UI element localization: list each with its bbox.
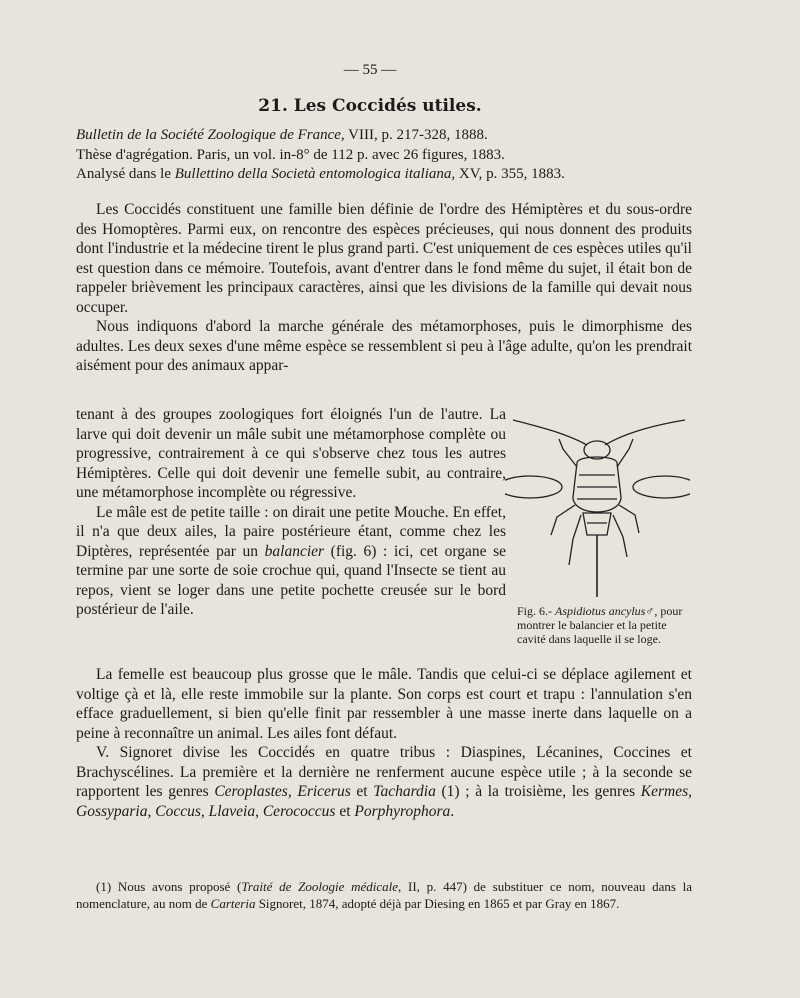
reference-detail: XV, p. 355, 1883. <box>455 166 565 182</box>
footnote: (1) Nous avons proposé (Traité de Zoologie médicale, II, p. 447) de substituer ce nom, nouveau dans la nomenclature, au nom de Carteria Signoret, 1874, adopté déjà par Diesing en 1865 et par Gray en 1867. <box>76 879 693 911</box>
paragraph: Le mâle est de petite taille : on dirait une petite Mouche. En effet, il n'a que deux ailes, la paire postérieure étant, comme chez les Diptères, représentée par un balancier (fig. 6) : ici, cet organe se termine par une sorte de soie crochue qui, quand l'Insecte se tient au repos, vient se loger dans une petite pochette creusée sur le bord postérieur de l'aile. <box>76 503 506 618</box>
body-paragraphs-wrapped <box>76 405 506 620</box>
paragraph: Nous indiquons d'abord la marche générale des métamorphoses, puis le dimorphisme des adultes. Les deux sexes d'une même espèce se ressemblent si peu à l'âge adulte, qu'on les prendrait aisément pour des animaux appar- <box>76 318 692 374</box>
term-balancier: balancier <box>264 542 325 560</box>
paragraph: La femelle est beaucoup plus grosse que le mâle. Tandis que celui-ci se déplace agilement et voltige çà et là, elle reste immobile sur la plante. Son corps est court et trapu : l'annulation s'en efface graduellement, si bien qu'elle finit par ressembler à une masse inerte dans laquelle on a peine à reconnaître un animal. Les ailes font défaut. <box>76 666 692 742</box>
reference-line: Thèse d'agrégation. Paris, un vol. in-8° de 112 p. avec 26 figures, 1883. <box>76 146 505 163</box>
paragraph-continuation: tenant à des groupes zoologiques fort éloignés l'un de l'autre. La larve qui doit devenir un mâle subit une métamorphose complète ou progressive, contrairement à ce qui s'observe chez tous les autres Hémiptères. Celle qui doit devenir une femelle subit, au contraire, une métamorphose incomplète ou régressive. <box>76 406 506 501</box>
journal-title: Bulletin de la Société Zoologique de France, <box>76 127 345 143</box>
male-symbol: ♂ <box>645 604 655 618</box>
paragraph: V. Signoret divise les Coccidés en quatre tribus : Diaspines, Lécanines, Coccines et Brachyscélines. La première et la dernière ne renferment aucune espèce utile ; à la seconde se rapportent les genres Ceroplastes, Ericerus et Tachardia (1) ; à la troisième, les genres Kermes, Gossyparia, Coccus, Llaveia, Cerococcus et Porphyrophora. <box>76 744 692 820</box>
reference-line <box>76 165 716 185</box>
journal-title: Bullettino della Società entomologica italiana, <box>174 166 456 182</box>
species-name: Aspidiotus ancylus <box>555 604 646 618</box>
section-title: 21. Les Coccidés utiles. <box>258 96 482 116</box>
reference-detail: VIII, p. 217-328, 1888. <box>344 127 488 143</box>
body-paragraphs-top <box>76 200 692 376</box>
bibliographic-references <box>76 126 716 185</box>
paragraph: Les Coccidés constituent une famille bien définie de l'ordre des Hémiptères et du sous-ordre des Homoptères. Parmi eux, on rencontre des espèces précieuses, qui nous donnent des produits dont l'industrie et la médecine tirent le plus grand parti. C'est uniquement de ces espèces utiles qu'il est question dans ce mémoire. Toutefois, avant d'entrer dans le fond même du sujet, il était bon de rappeler brièvement les principaux caractères, ainsi que les divisions de la famille qui devait nous occuper. <box>76 201 692 316</box>
reference-line <box>76 126 716 146</box>
body-paragraphs-bottom <box>76 665 692 821</box>
reference-prefix: Analysé dans le <box>76 166 175 182</box>
figure-caption: Fig. 6.- Aspidiotus ancylus♂, pour montrer le balancier et la petite cavité dans laquelle il se loge. <box>517 604 683 646</box>
page-number: — 55 — <box>343 62 397 78</box>
figure-insect <box>505 405 690 600</box>
insect-illustration <box>505 405 690 600</box>
